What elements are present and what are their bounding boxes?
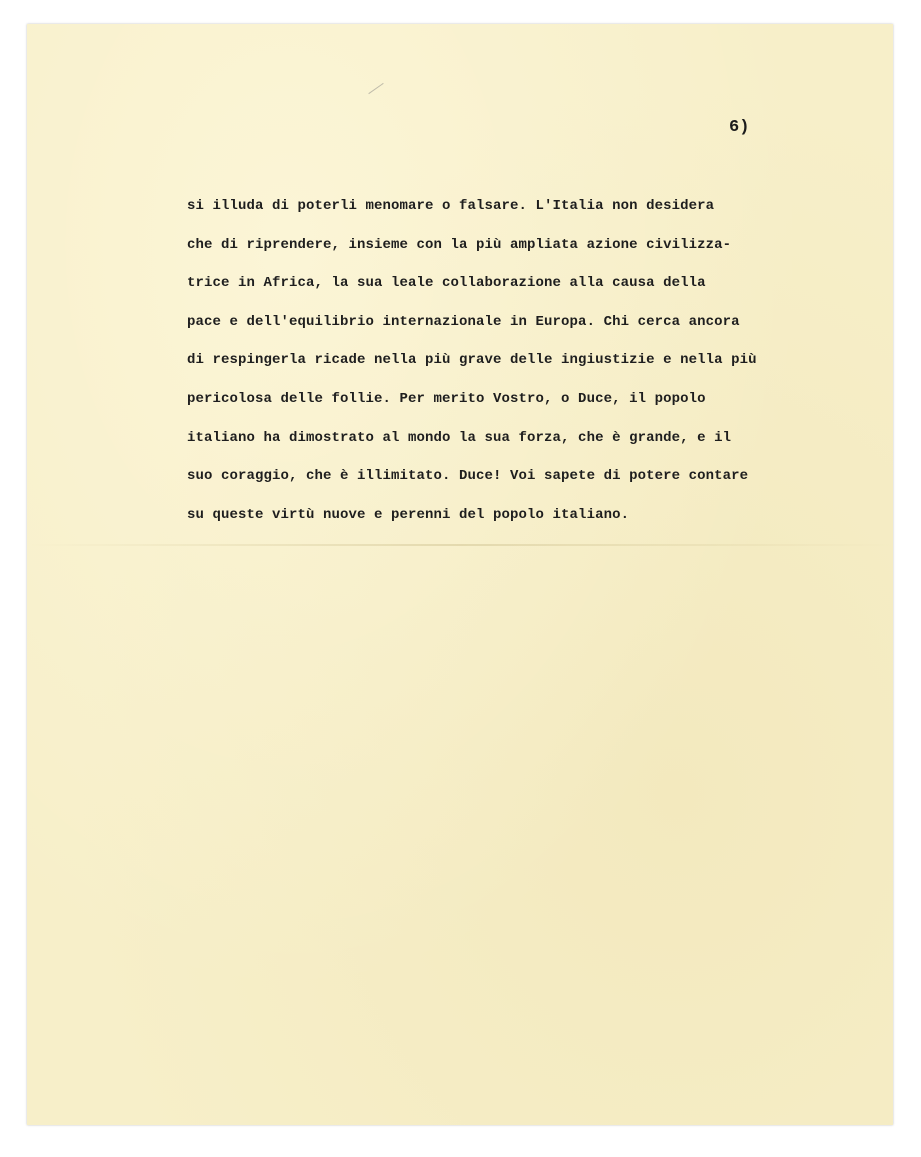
text-line: pericolosa delle follie. Per merito Vostro, o Duce, il popolo (187, 390, 706, 407)
text-line: italiano ha dimostrato al mondo la sua forza, che è grande, e il (187, 429, 732, 446)
body-text (187, 187, 887, 534)
typewritten-page (27, 24, 893, 1125)
text-line: pace e dell'equilibrio internazionale in Europa. Chi cerca ancora (187, 313, 740, 330)
text-line: che di riprendere, insieme con la più ampliata azione civilizza- (187, 236, 732, 253)
text-line: trice in Africa, la sua leale collaborazione alla causa della (187, 275, 706, 292)
paper-fold (27, 544, 893, 546)
text-line: di respingerla ricade nella più grave delle ingiustizie e nella più (187, 352, 757, 369)
pencil-mark (368, 83, 383, 94)
page-number: 6) (729, 118, 750, 137)
text-line: suo coraggio, che è illimitato. Duce! Voi sapete di potere contare (187, 468, 749, 485)
text-line: su queste virtù nuove e perenni del popolo italiano. (187, 506, 630, 523)
text-line: si illuda di poterli menomare o falsare. L'Italia non desidera (187, 198, 715, 214)
